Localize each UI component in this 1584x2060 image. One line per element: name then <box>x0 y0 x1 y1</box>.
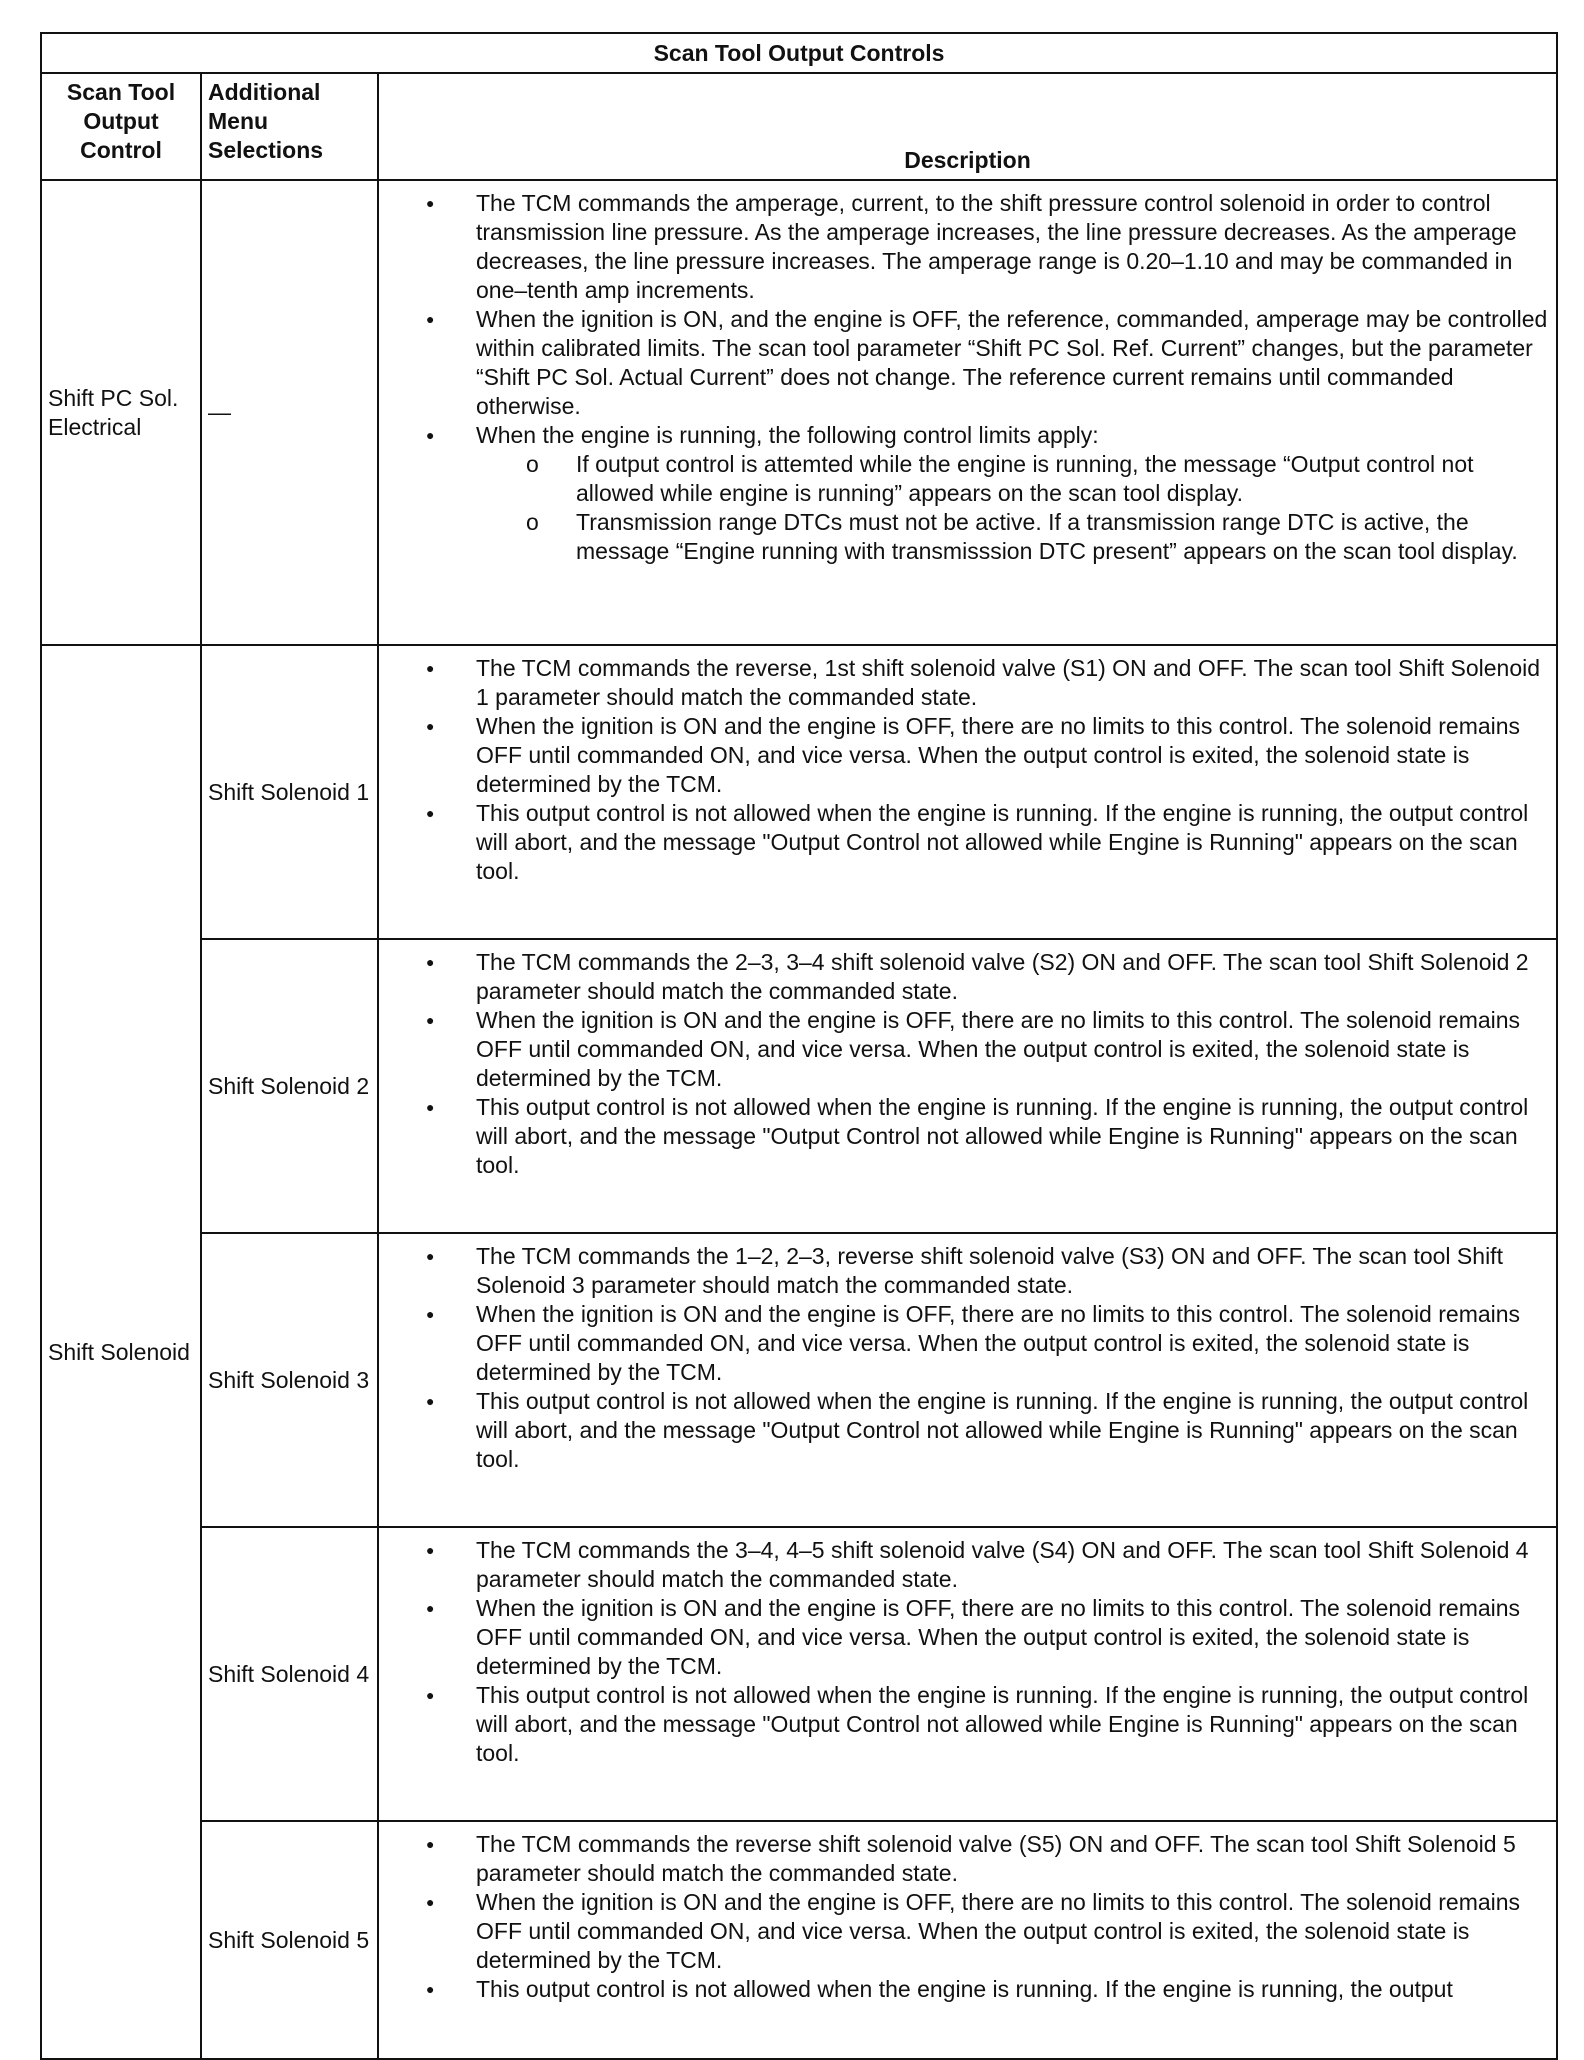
header-description: Description <box>378 73 1557 180</box>
header-additional-menu-selections: Additional Menu Selections <box>201 73 378 180</box>
bullet-item <box>476 421 1550 566</box>
bullet-item: ● This output control is not allowed when the engine is running. If the engine is running, the output <box>476 1975 1550 2004</box>
menu-selection-cell: Shift Solenoid 4 <box>201 1527 378 1821</box>
bullet-list <box>379 1536 1550 1768</box>
description-cell <box>378 1527 1557 1821</box>
sub-bullet-list <box>476 450 1550 566</box>
bullet-item: ● When the ignition is ON and the engine is OFF, there are no limits to this control. The solenoid remains OFF until commanded ON, and vice versa. When the output control is exited, the solenoid state is determined by the TCM. <box>476 1300 1550 1387</box>
header-scan-tool-output-control: Scan Tool Output Control <box>41 73 201 180</box>
bullet-list <box>379 1242 1550 1474</box>
bullet-list <box>379 189 1550 566</box>
bullet-item: ● The TCM commands the 1–2, 2–3, reverse shift solenoid valve (S3) ON and OFF. The scan tool Shift Solenoid 3 parameter should match the commanded state. <box>476 1242 1550 1300</box>
sub-bullet-item: o Transmission range DTCs must not be active. If a transmission range DTC is active, the message “Engine running with transmisssion DTC present” appears on the scan tool display. <box>576 508 1550 566</box>
sub-bullet-item: o If output control is attemted while the engine is running, the message “Output control not allowed while engine is running” appears on the scan tool display. <box>576 450 1550 508</box>
description-cell <box>378 939 1557 1233</box>
menu-selection-cell: — <box>201 180 378 645</box>
bullet-item: ● When the ignition is ON and the engine is OFF, there are no limits to this control. The solenoid remains OFF until commanded ON, and vice versa. When the output control is exited, the solenoid state is determined by the TCM. <box>476 1006 1550 1093</box>
menu-selection-cell: Shift Solenoid 3 <box>201 1233 378 1527</box>
output-control-cell: Shift PC Sol. Electrical <box>41 180 201 645</box>
bullet-item: ● The TCM commands the amperage, current, to the shift pressure control solenoid in order to control transmission line pressure. As the amperage increases, the line pressure decreases. As the amperage decreases, the line pressure increases. The amperage range is 0.20–1.10 and may be commanded in one–tenth amp increments. <box>476 189 1550 305</box>
bullet-item: ● When the ignition is ON and the engine is OFF, there are no limits to this control. The solenoid remains OFF until commanded ON, and vice versa. When the output control is exited, the solenoid state is determined by the TCM. <box>476 1594 1550 1681</box>
header-row <box>41 73 1557 180</box>
menu-selection-cell: Shift Solenoid 1 <box>201 645 378 939</box>
bullet-item: ● The TCM commands the reverse shift solenoid valve (S5) ON and OFF. The scan tool Shift Solenoid 5 parameter should match the commanded state. <box>476 1830 1550 1888</box>
bullet-list <box>379 948 1550 1180</box>
table-title: Scan Tool Output Controls <box>41 33 1557 73</box>
menu-selection-cell: Shift Solenoid 5 <box>201 1821 378 2059</box>
bullet-list <box>379 654 1550 886</box>
description-cell <box>378 180 1557 645</box>
table-row <box>41 939 1557 1233</box>
bullet-item: ● The TCM commands the 3–4, 4–5 shift solenoid valve (S4) ON and OFF. The scan tool Shift Solenoid 4 parameter should match the commanded state. <box>476 1536 1550 1594</box>
bullet-text: When the engine is running, the following control limits apply: <box>476 422 1099 448</box>
bullet-item: ● When the ignition is ON, and the engine is OFF, the reference, commanded, amperage may be controlled within calibrated limits. The scan tool parameter “Shift PC Sol. Ref. Current” changes, but the parameter “Shift PC Sol. Actual Current” does not change. The reference current remains until commanded otherwise. <box>476 305 1550 421</box>
bullet-item: ● When the ignition is ON and the engine is OFF, there are no limits to this control. The solenoid remains OFF until commanded ON, and vice versa. When the output control is exited, the solenoid state is determined by the TCM. <box>476 712 1550 799</box>
bullet-item: ● The TCM commands the 2–3, 3–4 shift solenoid valve (S2) ON and OFF. The scan tool Shift Solenoid 2 parameter should match the commanded state. <box>476 948 1550 1006</box>
bullet-list <box>379 1830 1550 2004</box>
bullet-item: ● The TCM commands the reverse, 1st shift solenoid valve (S1) ON and OFF. The scan tool Shift Solenoid 1 parameter should match the commanded state. <box>476 654 1550 712</box>
bullet-item: ● This output control is not allowed when the engine is running. If the engine is running, the output control will abort, and the message "Output Control not allowed while Engine is Running" appears on the scan tool. <box>476 1387 1550 1474</box>
table-row <box>41 1233 1557 1527</box>
description-cell <box>378 1821 1557 2059</box>
description-cell <box>378 645 1557 939</box>
title-row <box>41 33 1557 73</box>
output-control-cell: Shift Solenoid <box>41 645 201 2059</box>
table-row <box>41 1527 1557 1821</box>
bullet-item: ● This output control is not allowed when the engine is running. If the engine is running, the output control will abort, and the message "Output Control not allowed while Engine is Running" appears on the scan tool. <box>476 799 1550 886</box>
bullet-item: ● This output control is not allowed when the engine is running. If the engine is running, the output control will abort, and the message "Output Control not allowed while Engine is Running" appears on the scan tool. <box>476 1093 1550 1180</box>
scan-tool-output-controls-table <box>40 32 1558 2060</box>
bullet-item: ● This output control is not allowed when the engine is running. If the engine is running, the output control will abort, and the message "Output Control not allowed while Engine is Running" appears on the scan tool. <box>476 1681 1550 1768</box>
table-row <box>41 1821 1557 2059</box>
description-cell <box>378 1233 1557 1527</box>
menu-selection-cell: Shift Solenoid 2 <box>201 939 378 1233</box>
table-row <box>41 180 1557 645</box>
bullet-item: ● When the ignition is ON and the engine is OFF, there are no limits to this control. The solenoid remains OFF until commanded ON, and vice versa. When the output control is exited, the solenoid state is determined by the TCM. <box>476 1888 1550 1975</box>
table-row <box>41 645 1557 939</box>
